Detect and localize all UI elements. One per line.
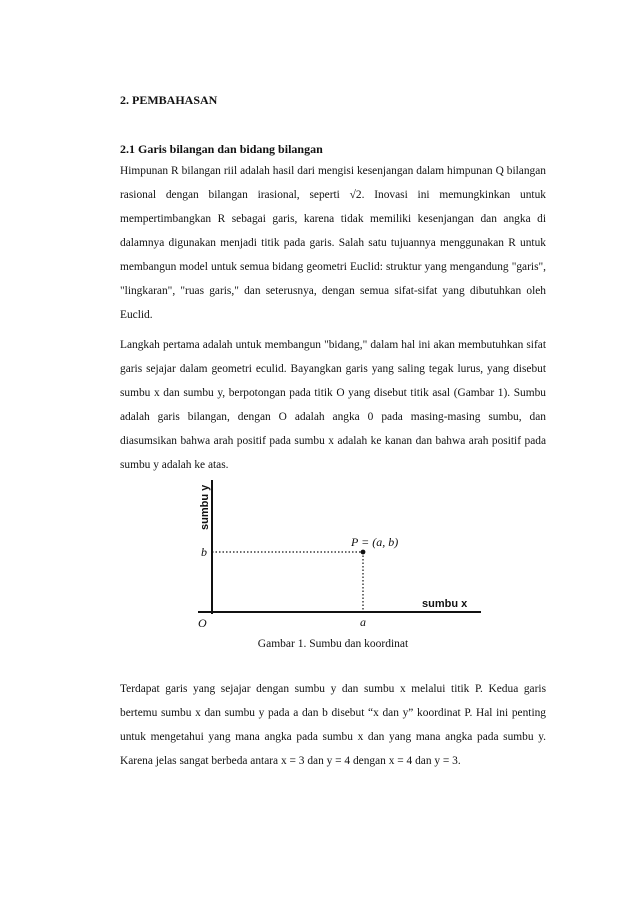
x-axis-label: sumbu x <box>422 598 468 610</box>
point-p-label: P = (a, b) <box>351 535 399 549</box>
subsection-heading: 2.1 Garis bilangan dan bidang bilangan <box>120 142 323 156</box>
a-label: a <box>360 615 366 629</box>
paragraph-2: Langkah pertama adalah untuk membangun "bidang," dalam hal ini akan membutuhkan sifat garis sejajar dalam geometri eculid. Bayangkan garis yang saling tegak lurus, yang disebut sumbu x dan sumbu y, berpotongan pada titik O yang disebut titik asal (Gambar 1). Sumbu adalah garis bilangan, dengan O adalah angka 0 pada masing-masing sumbu, dan diasumsikan bahwa arah positif pada sumbu x adalah ke kanan dan bahwa arah positif pada sumbu y adalah ke atas. <box>120 339 546 471</box>
paragraph-3: Terdapat garis yang sejajar dengan sumbu y dan sumbu x melalui titik P. Kedua garis bertemu sumbu x dan sumbu y pada a dan b disebut “x dan y” koordinat P. Hal ini penting untuk mengetahui yang mana angka pada sumbu x dan yang mana angka pada sumbu y. Karena jelas sangat berbeda antara x = 3 dan y = 4 dengan x = 4 dan y = 3. <box>120 683 546 767</box>
coordinate-figure <box>186 472 486 634</box>
figure-caption: Gambar 1. Sumbu dan koordinat <box>257 638 409 650</box>
y-axis-label: sumbu y <box>199 484 211 530</box>
point-p <box>361 550 366 555</box>
section-heading: 2. PEMBAHASAN <box>120 93 218 107</box>
b-label: b <box>201 545 207 559</box>
paragraph-1: Himpunan R bilangan riil adalah hasil dari mengisi kesenjangan dalam himpunan Q bilangan rasional dengan bilangan irasional, seperti √2. Inovasi ini memungkinkan untuk mempertimbangkan R sebagai garis, karena tidak memiliki kesenjangan dan angka di dalamnya digunakan menjadi titik pada garis. Salah satu tujuannya menggunakan R untuk membangun model untuk semua bidang geometri Euclid: struktur yang mengandung "garis", "lingkaran", "ruas garis," dan seterusnya, dengan semua sifat-sifat yang dibutuhkan oleh Euclid. <box>120 165 546 321</box>
origin-label: O <box>198 616 207 630</box>
